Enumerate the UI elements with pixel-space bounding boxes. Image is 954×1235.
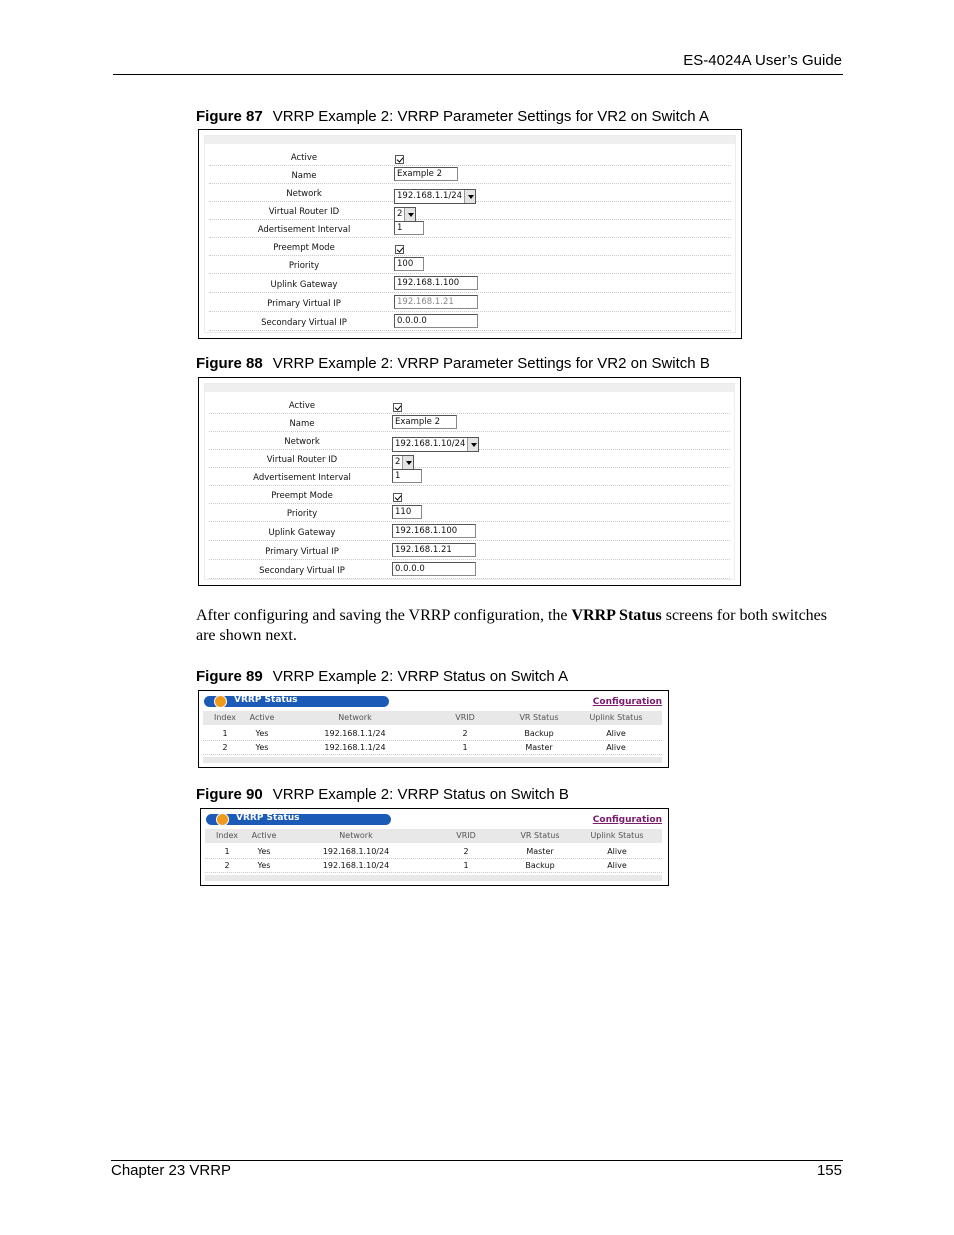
body-text-before: After configuring and saving the VRRP configuration, the xyxy=(196,607,572,624)
table-row xyxy=(203,741,662,755)
figure-title: VRRP Example 2: VRRP Status on Switch A xyxy=(272,668,569,685)
row-secondary xyxy=(209,561,730,579)
col-active: Active xyxy=(251,831,277,840)
priority-input[interactable]: 100 xyxy=(394,257,424,271)
param-form xyxy=(204,135,736,333)
status-panel-switch-a xyxy=(198,690,669,768)
cell-network: 192.168.1.10/24 xyxy=(322,861,390,870)
figure-number: Figure 88 xyxy=(196,355,263,372)
footer-chapter: Chapter 23 VRRP xyxy=(111,1162,232,1179)
network-value: 192.168.1.1/24 xyxy=(397,191,463,201)
status-table-header xyxy=(205,829,662,843)
name-input[interactable]: Example 2 xyxy=(392,415,457,429)
chevron-down-icon xyxy=(467,438,478,451)
col-vr-status: VR Status xyxy=(519,713,559,722)
adv-interval-input[interactable]: 1 xyxy=(392,469,422,483)
row-active xyxy=(209,396,730,414)
form-top-bar xyxy=(205,136,735,144)
figure-number: Figure 89 xyxy=(196,668,263,685)
row-primary xyxy=(209,542,730,560)
row-preempt xyxy=(209,238,731,256)
row-network xyxy=(209,432,730,450)
table-row xyxy=(203,727,662,741)
form-top-bar xyxy=(205,384,734,392)
param-form xyxy=(204,383,735,580)
figure-number: Figure 90 xyxy=(196,786,263,803)
param-panel-switch-b xyxy=(198,377,741,586)
vrid-value: 2 xyxy=(395,457,401,467)
figure-87-caption xyxy=(196,108,709,125)
chevron-down-icon xyxy=(464,190,475,203)
running-header: ES-4024A User’s Guide xyxy=(683,52,842,69)
label-preempt: Preempt Mode xyxy=(273,243,335,253)
figure-number: Figure 87 xyxy=(196,108,263,125)
row-adv-interval xyxy=(209,220,731,238)
row-primary xyxy=(209,294,731,312)
label-active: Active xyxy=(290,153,318,163)
primary-ip-input[interactable]: 192.168.1.21 xyxy=(392,543,476,557)
cell-index: 2 xyxy=(224,861,230,870)
col-index: Index xyxy=(215,831,239,840)
label-name: Name xyxy=(291,171,317,181)
table-row xyxy=(205,845,662,859)
status-title: VRRP Status xyxy=(234,695,298,705)
status-title-bar xyxy=(204,696,389,707)
col-network: Network xyxy=(339,831,373,840)
cell-vr-status: Master xyxy=(526,847,554,856)
label-priority: Priority xyxy=(288,261,320,271)
row-vrid xyxy=(209,450,730,468)
col-index: Index xyxy=(213,713,237,722)
status-table-header xyxy=(203,711,662,725)
row-priority xyxy=(209,256,731,274)
primary-ip-input[interactable]: 192.168.1.21 xyxy=(394,295,478,309)
configuration-link[interactable]: Configuration xyxy=(592,815,662,825)
status-bullet-icon xyxy=(216,813,229,826)
col-vrid: VRID xyxy=(455,713,475,722)
label-name: Name xyxy=(289,419,315,429)
status-title-bar xyxy=(206,814,391,825)
footer-rule xyxy=(111,1160,843,1161)
preempt-checkbox[interactable] xyxy=(395,245,404,254)
row-network xyxy=(209,184,731,202)
secondary-ip-input[interactable]: 0.0.0.0 xyxy=(392,562,476,576)
body-bold-term: VRRP Status xyxy=(571,607,662,624)
cell-vrid: 1 xyxy=(462,743,468,752)
label-secondary: Secondary Virtual IP xyxy=(259,566,345,576)
row-secondary xyxy=(209,313,731,331)
secondary-ip-input[interactable]: 0.0.0.0 xyxy=(394,314,478,328)
figure-title: VRRP Example 2: VRRP Parameter Settings for VR2 on Switch A xyxy=(272,108,709,125)
chevron-down-icon xyxy=(404,208,415,221)
cell-active: Yes xyxy=(255,729,269,738)
param-panel-switch-a xyxy=(198,129,742,339)
cell-uplink-status: Alive xyxy=(606,729,626,738)
cell-vrid: 2 xyxy=(463,847,469,856)
label-vrid: Virtual Router ID xyxy=(268,207,340,217)
active-checkbox[interactable] xyxy=(393,403,402,412)
label-active: Active xyxy=(288,401,316,411)
cell-active: Yes xyxy=(257,861,271,870)
network-value: 192.168.1.10/24 xyxy=(395,439,466,449)
row-priority xyxy=(209,504,730,522)
label-network: Network xyxy=(286,189,322,199)
cell-active: Yes xyxy=(255,743,269,752)
cell-vr-status: Backup xyxy=(524,729,554,738)
label-vrid: Virtual Router ID xyxy=(266,455,338,465)
figure-title: VRRP Example 2: VRRP Status on Switch B xyxy=(272,786,569,803)
cell-vrid: 2 xyxy=(462,729,468,738)
vrid-value: 2 xyxy=(397,209,403,219)
col-vrid: VRID xyxy=(456,831,476,840)
cell-vr-status: Backup xyxy=(525,861,555,870)
label-preempt: Preempt Mode xyxy=(271,491,333,501)
col-uplink-status: Uplink Status xyxy=(589,713,643,722)
uplink-input[interactable]: 192.168.1.100 xyxy=(392,524,476,538)
cell-network: 192.168.1.1/24 xyxy=(324,743,386,752)
chevron-down-icon xyxy=(402,456,413,469)
col-uplink-status: Uplink Status xyxy=(590,831,644,840)
cell-network: 192.168.1.10/24 xyxy=(322,847,390,856)
body-text-after: screens for both switches are shown next. xyxy=(196,607,828,644)
body-paragraph xyxy=(196,606,836,646)
status-table-footer xyxy=(205,875,662,881)
row-uplink xyxy=(209,275,731,293)
row-name xyxy=(209,166,731,184)
cell-vr-status: Master xyxy=(525,743,553,752)
label-adv-interval: Adertisement Interval xyxy=(257,225,351,235)
col-vr-status: VR Status xyxy=(520,831,560,840)
cell-network: 192.168.1.1/24 xyxy=(324,729,386,738)
label-primary: Primary Virtual IP xyxy=(267,299,341,309)
cell-uplink-status: Alive xyxy=(606,743,626,752)
row-uplink xyxy=(209,523,730,541)
cell-uplink-status: Alive xyxy=(607,847,627,856)
label-primary: Primary Virtual IP xyxy=(265,547,339,557)
cell-index: 2 xyxy=(222,743,228,752)
row-name xyxy=(209,414,730,432)
col-network: Network xyxy=(338,713,372,722)
figure-89-caption xyxy=(196,668,568,685)
name-input[interactable]: Example 2 xyxy=(394,167,458,181)
cell-index: 1 xyxy=(224,847,230,856)
label-adv-interval: Advertisement Interval xyxy=(253,473,351,483)
cell-uplink-status: Alive xyxy=(607,861,627,870)
row-vrid xyxy=(209,202,731,220)
label-uplink: Uplink Gateway xyxy=(268,528,336,538)
status-panel-switch-b xyxy=(200,808,669,886)
row-preempt xyxy=(209,486,730,504)
status-bullet-icon xyxy=(214,695,227,708)
footer-page-number: 155 xyxy=(816,1162,842,1179)
label-uplink: Uplink Gateway xyxy=(270,280,338,290)
cell-index: 1 xyxy=(222,729,228,738)
cell-vrid: 1 xyxy=(463,861,469,870)
figure-90-caption xyxy=(196,786,569,803)
cell-active: Yes xyxy=(257,847,271,856)
figure-88-caption xyxy=(196,355,710,372)
status-title: VRRP Status xyxy=(236,813,300,823)
adv-interval-input[interactable]: 1 xyxy=(394,221,424,235)
status-table-footer xyxy=(203,757,662,763)
configuration-link[interactable]: Configuration xyxy=(592,697,662,707)
active-checkbox[interactable] xyxy=(395,155,404,164)
priority-input[interactable]: 110 xyxy=(392,505,422,519)
header-rule xyxy=(113,74,843,75)
row-active xyxy=(209,148,731,166)
uplink-input[interactable]: 192.168.1.100 xyxy=(394,276,478,290)
preempt-checkbox[interactable] xyxy=(393,493,402,502)
label-priority: Priority xyxy=(286,509,318,519)
row-adv-interval xyxy=(209,468,730,486)
label-secondary: Secondary Virtual IP xyxy=(261,318,347,328)
label-network: Network xyxy=(284,437,320,447)
table-row xyxy=(205,859,662,873)
col-active: Active xyxy=(249,713,275,722)
figure-title: VRRP Example 2: VRRP Parameter Settings for VR2 on Switch B xyxy=(272,355,710,372)
